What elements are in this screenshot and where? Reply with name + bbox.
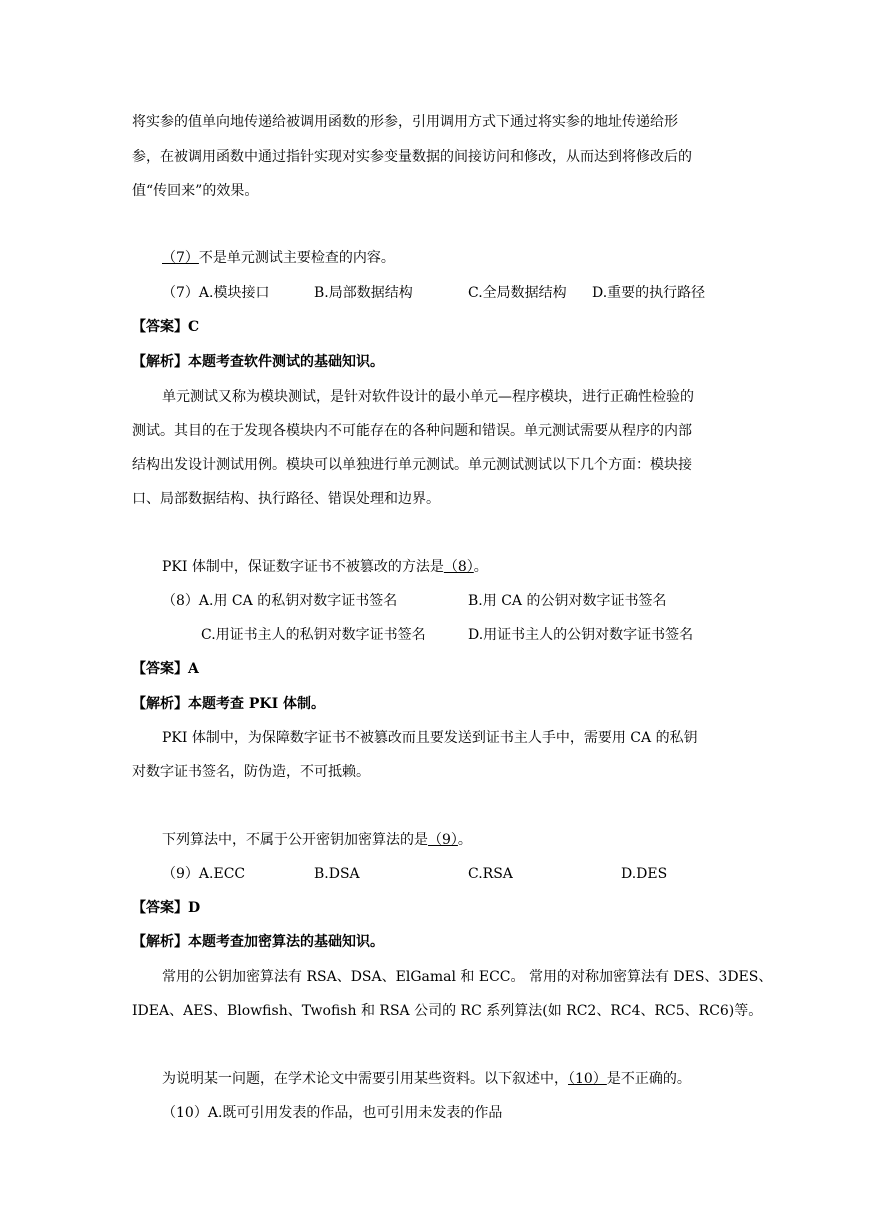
q10-option-a: A.既可引用发表的作品，也可引用未发表的作品 bbox=[207, 1105, 503, 1121]
q9-analysis-line-2: IDEA、AES、Blowfish、Twofish 和 RSA 公司的 RC 系列算法(如 RC2、RC4、RC5、RC6)等。 bbox=[132, 1003, 763, 1019]
q9-stem-end: 。 bbox=[457, 832, 472, 848]
q7-answer: 【答案】C bbox=[132, 319, 200, 335]
q10-stem-text: 为说明某一问题，在学术论文中需要引用某些资料。以下叙述中， bbox=[162, 1071, 568, 1087]
q8-stem bbox=[162, 557, 488, 577]
q9-stem-text: 下列算法中，不属于公开密钥加密算法的是 bbox=[162, 832, 428, 848]
q8-blank: （8） bbox=[443, 559, 474, 575]
q8-option-row bbox=[162, 591, 397, 611]
q8-stem-end: 。 bbox=[473, 559, 488, 575]
q9-option-d: D.DES bbox=[621, 866, 668, 882]
intro-line-3: 值“传回来”的效果。 bbox=[132, 183, 259, 199]
intro-line-2: 参，在被调用函数中通过指针实现对实参变量数据的间接访问和修改，从而达到将修改后的 bbox=[132, 149, 692, 165]
q7-option-a: A.模块接口 bbox=[198, 285, 270, 301]
q8-option-a: A.用 CA 的私钥对数字证书签名 bbox=[198, 593, 398, 609]
q10-stem bbox=[162, 1069, 691, 1089]
q10-blank: （10） bbox=[568, 1071, 607, 1087]
q8-analysis-line-2: 对数字证书签名，防伪造，不可抵赖。 bbox=[132, 764, 370, 780]
q7-analysis-line-4: 口、局部数据结构、执行路径、错误处理和边界。 bbox=[132, 491, 440, 507]
q9-analysis-title: 【解析】本题考查加密算法的基础知识。 bbox=[132, 934, 384, 950]
q7-option-row bbox=[162, 283, 269, 303]
q7-stem bbox=[162, 248, 395, 268]
q9-option-b: B.DSA bbox=[314, 866, 360, 882]
q9-option-row bbox=[162, 864, 245, 884]
q8-answer: 【答案】A bbox=[132, 661, 199, 677]
q9-option-c: C.RSA bbox=[468, 866, 513, 882]
q7-option-c: C.全局数据结构 bbox=[468, 285, 567, 301]
q7-analysis-line-1: 单元测试又称为模块测试，是针对软件设计的最小单元—程序模块，进行正确性检验的 bbox=[162, 389, 694, 405]
intro-line-1: 将实参的值单向地传递给被调用函数的形参，引用调用方式下通过将实参的地址传递给形 bbox=[132, 114, 678, 130]
q8-stem-text: PKI 体制中，保证数字证书不被篡改的方法是 bbox=[162, 559, 444, 575]
q7-analysis-line-3: 结构出发设计测试用例。模块可以单独进行单元测试。单元测试测试以下几个方面：模块接 bbox=[132, 457, 692, 473]
q8-analysis-line-1: PKI 体制中，为保障数字证书不被篡改而且要发送到证书主人手中，需要用 CA 的私钥 bbox=[162, 730, 698, 746]
q7-blank: （7） bbox=[162, 250, 199, 266]
q7-analysis-line-2: 测试。其目的在于发现各模块内不可能存在的各种问题和错误。单元测试需要从程序的内部 bbox=[132, 423, 692, 439]
q7-analysis-title: 【解析】本题考查软件测试的基础知识。 bbox=[132, 354, 384, 370]
q8-option-c: C.用证书主人的私钥对数字证书签名 bbox=[201, 627, 426, 643]
q9-option-a: A.ECC bbox=[198, 866, 246, 882]
q10-option-row bbox=[162, 1103, 502, 1123]
q7-num: （7） bbox=[162, 285, 199, 301]
q8-num: （8） bbox=[162, 593, 199, 609]
q10-stem-end: 是不正确的。 bbox=[606, 1071, 691, 1087]
q10-num: （10） bbox=[162, 1105, 208, 1121]
q7-stem-text: 不是单元测试主要检查的内容。 bbox=[198, 250, 395, 266]
q8-option-d: D.用证书主人的公钥对数字证书签名 bbox=[468, 627, 694, 643]
q7-option-d: D.重要的执行路径 bbox=[592, 285, 706, 301]
q9-stem bbox=[162, 830, 472, 850]
q9-num: （9） bbox=[162, 866, 199, 882]
q7-option-b: B.局部数据结构 bbox=[314, 285, 413, 301]
q9-answer: 【答案】D bbox=[132, 900, 201, 916]
q9-analysis-line-1: 常用的公钥加密算法有 RSA、DSA、ElGamal 和 ECC。 常用的对称加密算法有 DES、3DES、 bbox=[162, 969, 773, 985]
q8-analysis-title: 【解析】本题考查 PKI 体制。 bbox=[132, 696, 325, 712]
q8-option-b: B.用 CA 的公钥对数字证书签名 bbox=[468, 593, 667, 609]
q9-blank: （9） bbox=[428, 832, 458, 848]
